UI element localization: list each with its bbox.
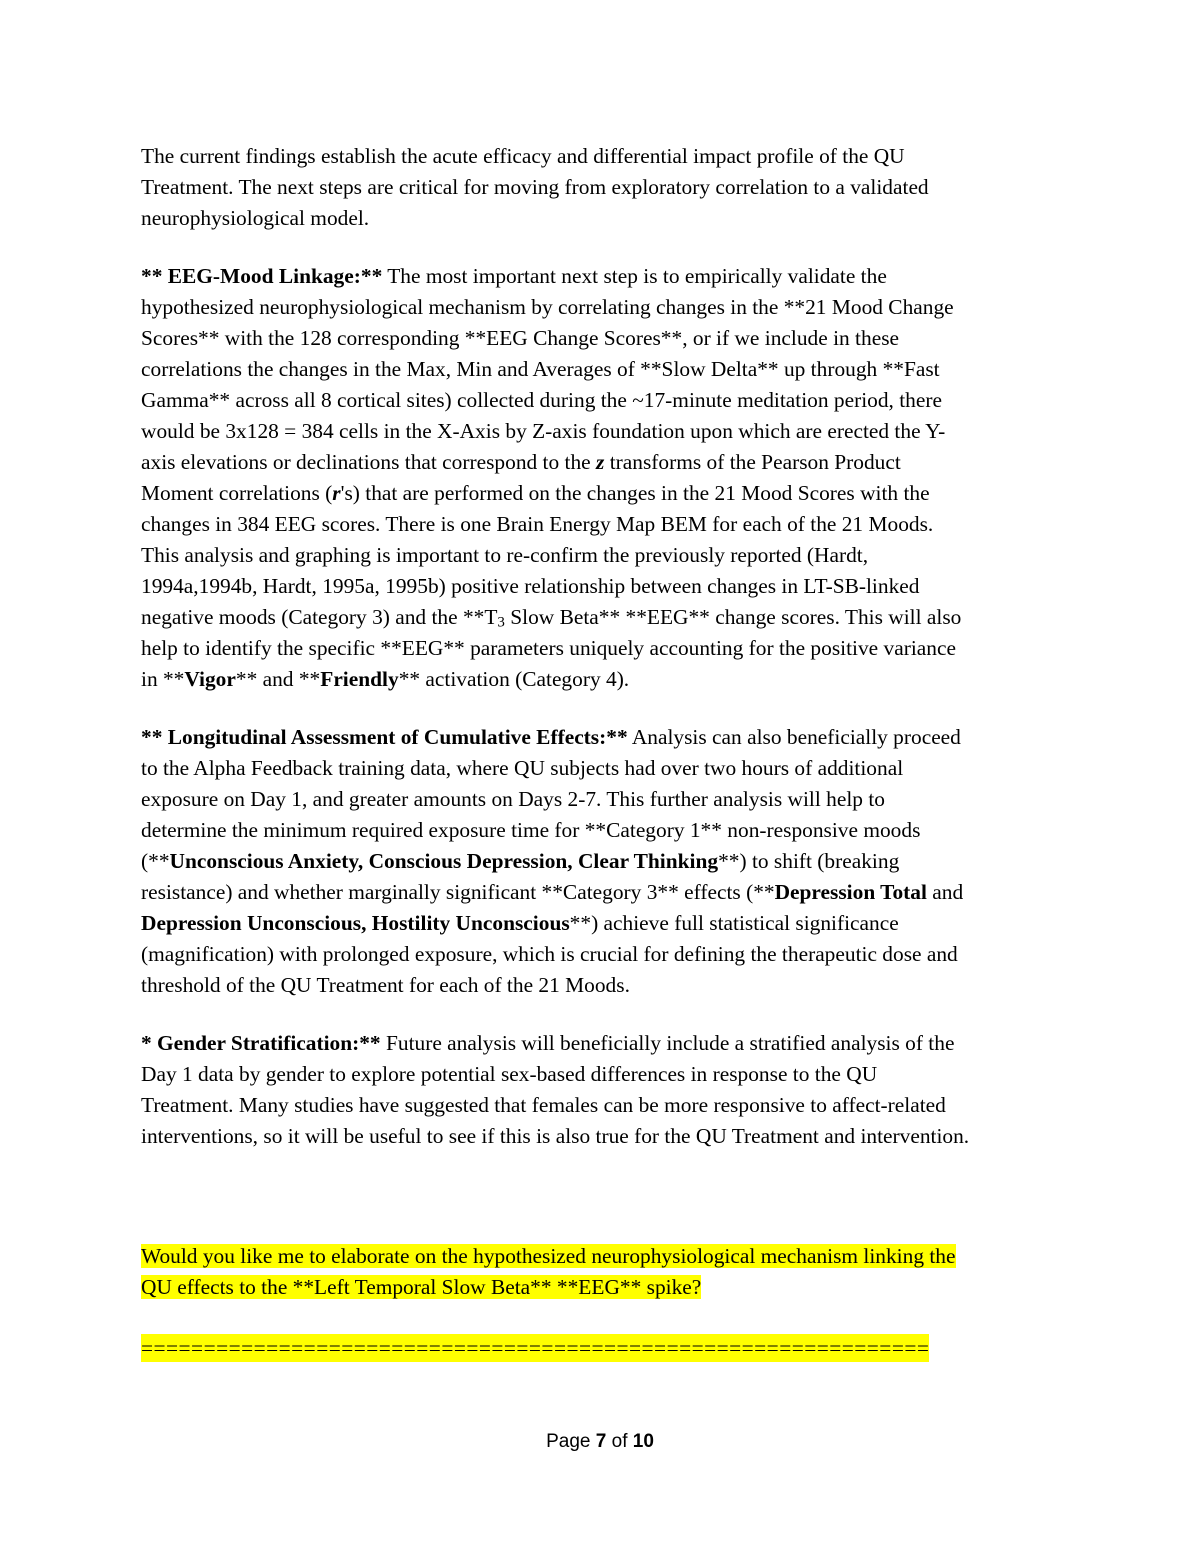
text-line: 1994a,1994b, Hardt, 1995a, 1995b) positive relationship between changes in LT-SB-linked: [141, 574, 920, 598]
text-line: The current findings establish the acute efficacy and differential impact profile of the QU: [141, 144, 905, 168]
longitudinal-assessment-paragraph: [141, 722, 1061, 1001]
bold-unconscious-moods: Depression Unconscious, Hostility Unconscious: [141, 911, 570, 935]
text-line: Day 1 data by gender to explore potential sex-based differences in response to the QU: [141, 1062, 878, 1086]
text-line: [141, 1241, 956, 1272]
footer-middle: of: [606, 1431, 633, 1452]
text-fragment: ** activation (Category 4).: [398, 667, 630, 691]
text-fragment: The most important next step is to empirically validate the: [382, 264, 887, 288]
text-line: Treatment. Many studies have suggested that females can be more responsive to affect-related: [141, 1093, 946, 1117]
bold-depression-total: Depression Total: [774, 880, 927, 904]
text-line: [141, 722, 1061, 753]
text-line: determine the minimum required exposure time for **Category 1** non-responsive moods: [141, 818, 921, 842]
text-line: Scores** with the 128 corresponding **EEG Change Scores**, or if we include in these: [141, 326, 900, 350]
current-page-number: 7: [595, 1431, 607, 1452]
text-fragment: axis elevations or declinations that correspond to the: [141, 450, 597, 474]
text-fragment: **) to shift (breaking: [718, 849, 900, 873]
footer-prefix: Page: [546, 1431, 596, 1452]
text-line: hypothesized neurophysiological mechanism by correlating changes in the **21 Mood Change: [141, 295, 954, 319]
text-line: threshold of the QU Treatment for each of the 21 Moods.: [141, 973, 630, 997]
text-fragment: in **: [141, 667, 185, 691]
text-fragment: negative moods (Category 3) and the **T: [141, 605, 498, 629]
document-page: [141, 141, 1061, 1179]
text-fragment: Moment correlations (: [141, 481, 333, 505]
text-line: [141, 664, 1061, 695]
r-symbol: r: [332, 481, 341, 505]
text-fragment: Future analysis will beneficially include a stratified analysis of the: [380, 1031, 955, 1055]
highlighted-question: [141, 1241, 956, 1303]
text-line: [141, 478, 1061, 509]
text-fragment: **) achieve full statistical significance: [569, 911, 899, 935]
text-line: help to identify the specific **EEG** parameters uniquely accounting for the positive variance: [141, 636, 956, 660]
bold-mood-list: Unconscious Anxiety, Conscious Depression, Clear Thinking: [169, 849, 719, 873]
text-line: changes in 384 EEG scores. There is one Brain Energy Map BEM for each of the 21 Moods.: [141, 512, 934, 536]
text-line: [141, 261, 1061, 292]
text-line: This analysis and graphing is important to re-confirm the previously reported (Hardt,: [141, 543, 869, 567]
text-line: exposure on Day 1, and greater amounts on Days 2-7. This further analysis will help to: [141, 787, 885, 811]
text-fragment: and: [926, 880, 964, 904]
text-line: [141, 602, 1061, 633]
text-line: neurophysiological model.: [141, 206, 370, 230]
text-line: [141, 877, 1061, 908]
section-heading-gender: * Gender Stratification:**: [141, 1031, 381, 1055]
intro-paragraph: [141, 141, 1061, 234]
total-page-count: 10: [632, 1431, 654, 1452]
text-line: correlations the changes in the Max, Min and Averages of **Slow Delta** up through **Fast: [141, 357, 940, 381]
highlighted-text: QU effects to the **Left Temporal Slow Beta** **EEG** spike?: [141, 1275, 702, 1299]
text-fragment: 's) that are performed on the changes in the 21 Mood Scores with the: [340, 481, 930, 505]
text-fragment: Slow Beta** **EEG** change scores. This will also: [504, 605, 962, 629]
text-fragment: (**: [141, 849, 170, 873]
z-symbol: z: [596, 450, 605, 474]
text-line: (magnification) with prolonged exposure, which is crucial for defining the therapeutic dose and: [141, 942, 958, 966]
text-line: Treatment. The next steps are critical for moving from exploratory correlation to a validated: [141, 175, 929, 199]
text-line: Gamma** across all 8 cortical sites) collected during the ~17-minute meditation period, there: [141, 388, 942, 412]
text-line: would be 3x128 = 384 cells in the X-Axis by Z-axis foundation upon which are erected the Y-: [141, 419, 946, 443]
text-line: [141, 1272, 956, 1303]
text-line: [141, 1028, 1061, 1059]
text-fragment: Analysis can also beneficially proceed: [627, 725, 961, 749]
gender-stratification-paragraph: [141, 1028, 1061, 1152]
bold-vigor: Vigor: [184, 667, 236, 691]
text-fragment: transforms of the Pearson Product: [604, 450, 901, 474]
section-heading-longitudinal: ** Longitudinal Assessment of Cumulative Effects:**: [141, 725, 628, 749]
section-heading-eeg-mood-linkage: ** EEG-Mood Linkage:**: [141, 264, 383, 288]
text-line: [141, 846, 1061, 877]
text-fragment: resistance) and whether marginally significant **Category 3** effects (**: [141, 880, 775, 904]
bold-friendly: Friendly: [320, 667, 399, 691]
text-line: [141, 447, 1061, 478]
separator-line: ===============================================================: [141, 1336, 930, 1360]
highlighted-text: Would you like me to elaborate on the hypothesized neurophysiological mechanism linking the: [141, 1244, 956, 1268]
text-fragment: ** and **: [235, 667, 321, 691]
text-line: interventions, so it will be useful to see if this is also true for the QU Treatment and intervention.: [141, 1124, 970, 1148]
eeg-mood-linkage-paragraph: [141, 261, 1061, 695]
subscript-3: 3: [497, 614, 505, 631]
page-footer: [0, 1431, 1200, 1453]
text-line: to the Alpha Feedback training data, where QU subjects had over two hours of additional: [141, 756, 904, 780]
text-line: [141, 908, 1061, 939]
